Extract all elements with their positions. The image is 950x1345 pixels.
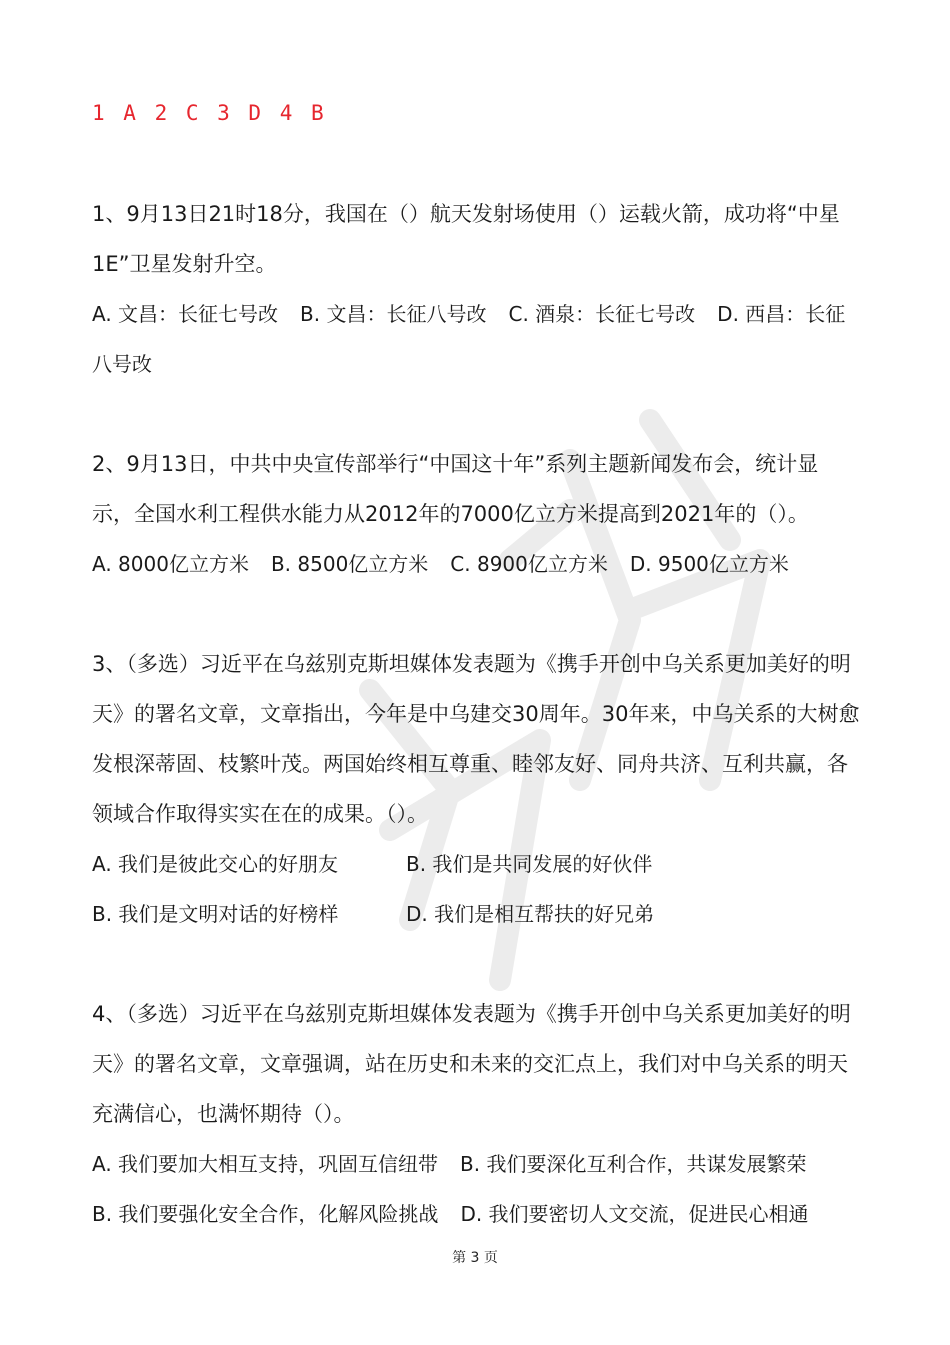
option-list — [92, 539, 860, 589]
option-b: B. 8500亿立方米 — [270, 552, 429, 576]
option-c: B. 我们是文明对话的好榜样 — [92, 902, 339, 926]
option-c: B. 我们要强化安全合作，化解风险挑战 — [92, 1202, 439, 1226]
option-a: A. 文昌：长征七号改 — [92, 302, 279, 326]
option-list — [92, 839, 860, 939]
option-b: B. 文昌：长征八号改 — [300, 302, 487, 326]
option-b: B. 我们要深化互利合作，共谋发展繁荣 — [460, 1152, 807, 1176]
question-stem: 2、9月13日，中共中央宣传部举行“中国这十年”系列主题新闻发布会，统计显示，全国水利工程供水能力从2012年的7000亿立方米提高到2021年的（）。 — [92, 452, 819, 526]
option-a: A. 8000亿立方米 — [92, 552, 249, 576]
question-stem: 4、（多选）习近平在乌兹别克斯坦媒体发表题为《携手开创中乌关系更加美好的明天》的署名文章，文章强调，站在历史和未来的交汇点上，我们对中乌关系的明天充满信心，也满怀期待（）。 — [92, 1002, 851, 1126]
option-row-2 — [92, 1189, 860, 1239]
option-list — [92, 289, 860, 389]
page-number: 第 3 页 — [452, 1250, 498, 1266]
question-2 — [92, 439, 860, 589]
option-a: A. 我们要加大相互支持，巩固互信纽带 — [92, 1152, 439, 1176]
answer-key: 1 A 2 C 3 D 4 B — [92, 101, 327, 125]
option-d: D. 9500亿立方米 — [629, 552, 789, 576]
option-d: D. 我们要密切人文交流，促进民心相通 — [460, 1202, 809, 1226]
option-c: C. 酒泉：长征七号改 — [508, 302, 696, 326]
option-d: D. 我们是相互帮扶的好兄弟 — [406, 902, 655, 926]
option-a: A. 我们是彼此交心的好朋友 — [92, 852, 339, 876]
option-row-1 — [92, 1139, 860, 1189]
question-1 — [92, 189, 860, 389]
question-stem: 3、（多选）习近平在乌兹别克斯坦媒体发表题为《携手开创中乌关系更加美好的明天》的署名文章，文章指出，今年是中乌建交30周年。30年来，中乌关系的大树愈发根深蒂固、枝繁叶茂。两国始终相互尊重、睦邻友好、同舟共济、互利共赢，各领域合作取得实实在在的成果。（）。 — [92, 652, 860, 826]
option-d: D. 西昌：长征八号改 — [92, 302, 846, 376]
question-3 — [92, 639, 860, 939]
option-b: B. 我们是共同发展的好伙伴 — [406, 852, 653, 876]
question-4 — [92, 989, 860, 1239]
question-stem: 1、9月13日21时18分，我国在（）航天发射场使用（）运载火箭，成功将“中星1E”卫星发射升空。 — [92, 202, 840, 276]
option-c: C. 8900亿立方米 — [450, 552, 608, 576]
